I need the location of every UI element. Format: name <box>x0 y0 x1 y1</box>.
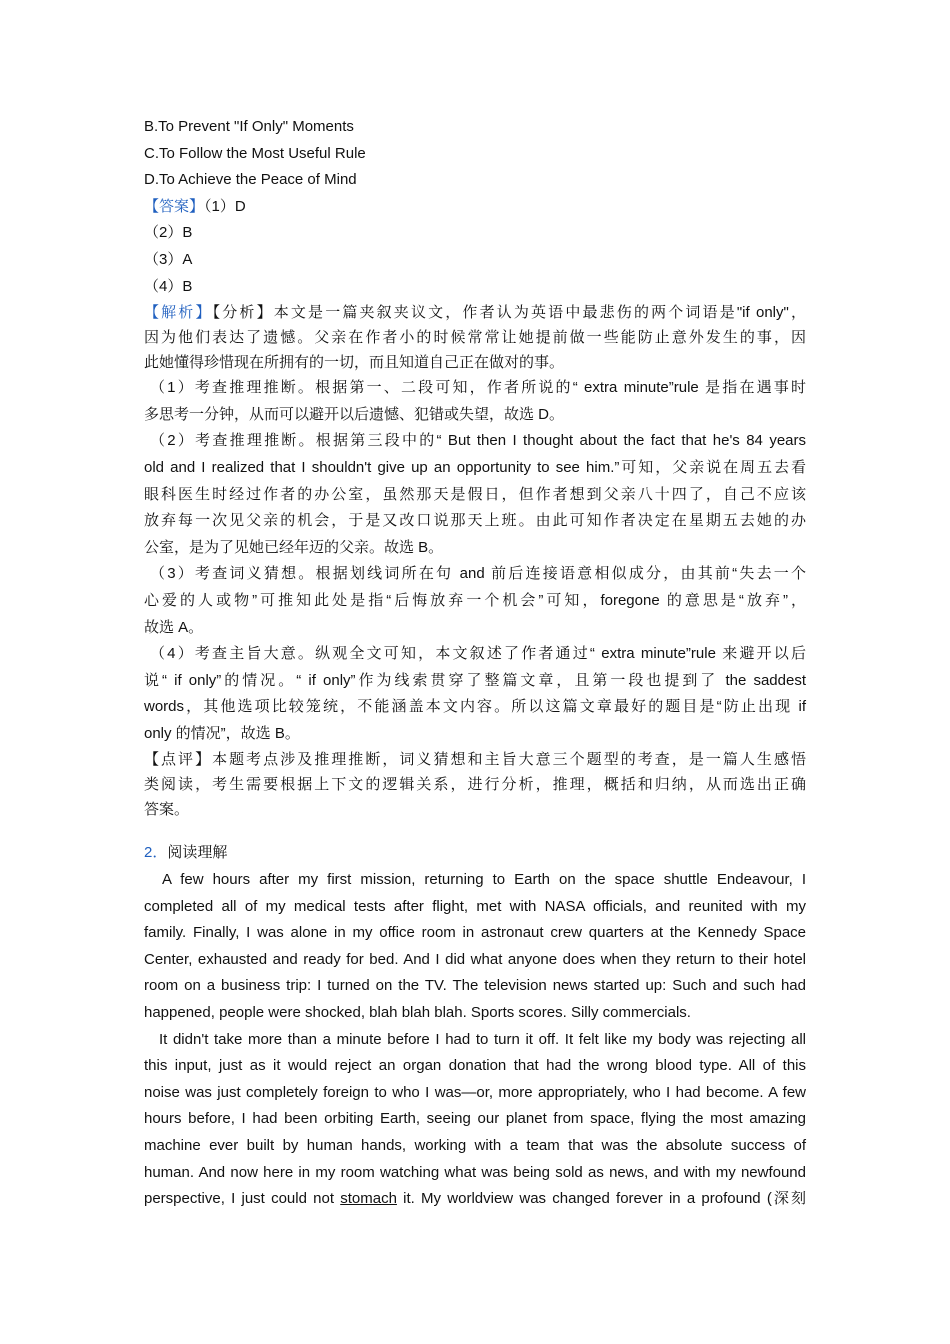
passage-line: hours before, I had been orbiting Earth, seeing our planet from space, flying the most amazing <box>144 1110 806 1128</box>
passage-line: machine ever built by human hands, working with a team that was the absolute success of <box>144 1137 806 1154</box>
answer-1: （1）D <box>204 197 246 215</box>
analysis-q4-line: words，其他选项比较笼统，不能涵盖本文内容。所以这篇文章最好的题目是“防止出现 if <box>144 698 806 716</box>
analysis-line <box>144 300 806 325</box>
underlined-word: stomach <box>340 1190 397 1208</box>
section-number: 2． <box>144 844 168 862</box>
analysis-q4-line: only 的情况”，故选 B。 <box>144 724 300 742</box>
comment-line: 类阅读，考生需要根据上下文的逻辑关系，进行分析，推理，概括和归纳，从而选出正确 <box>144 776 806 794</box>
passage-line: human. And now here in my room watching what was being sold as news, and with my newfound <box>144 1163 806 1181</box>
analysis-q3-line: 故选 A。 <box>144 618 204 636</box>
analysis-q4-line: （4）考查主旨大意。纵观全文可知，本文叙述了作者通过“ extra minute”rule 来避开以后 <box>150 645 806 663</box>
answer-3: （3）A <box>144 250 193 268</box>
analysis-q2-line: （2）考查推理推断。根据第三段中的“ But then I thought about the fact that he's 84 years <box>150 432 806 450</box>
document-page <box>144 114 806 1213</box>
passage-line <box>144 1186 806 1213</box>
passage-line: Center, exhausted and ready for bed. And I did what anyone does when they return to their hotel <box>144 950 806 968</box>
analysis-tag: 【解析】 <box>144 304 213 322</box>
analysis-q2-line: 公室，是为了见她已经年迈的父亲。故选 B。 <box>144 538 444 556</box>
passage-text: it. My worldview was changed forever in a profound (深刻 <box>396 1190 806 1208</box>
analysis-intro-line: 此她懂得珍惜现在所拥有的一切，而且知道自己正在做对的事。 <box>144 354 565 372</box>
analysis-q4-line: 说“ if only”的情况。“ if only”作为线索贯穿了整篇文章，且第一段也提到了 the saddest <box>144 671 806 689</box>
analysis-q3-line: 心爱的人或物”可推知此处是指“后悔放弃一个机会”可知，foregone 的意思是“放弃”， <box>144 591 806 609</box>
answer-2: （2）B <box>144 224 193 242</box>
analysis-q2-line: 放弃每一次见父亲的机会，于是又改口说那天上班。由此可知作者决定在星期五去她的办 <box>144 512 806 530</box>
option-b: B.To Prevent "If Only" Moments <box>144 118 354 135</box>
comment-line: 答案。 <box>144 801 190 819</box>
comment-line: 【点评】本题考点涉及推理推断，词义猜想和主旨大意三个题型的考查，是一篇人生感悟 <box>144 751 806 769</box>
passage-line: this input, just as it would reject an organ donation that had the wrong blood type. All of this <box>144 1057 806 1075</box>
passage-line: A few hours after my first mission, returning to Earth on the space shuttle Endeavour, I <box>162 871 806 889</box>
analysis-q2-line: old and I realized that I shouldn't give up an opportunity to see him.”可知，父亲说在周五去看 <box>144 458 806 476</box>
analysis-q3-line: （3）考查词义猜想。根据划线词所在句 and 前后连接语意相似成分，由其前“失去一个 <box>150 565 806 583</box>
option-d: D.To Achieve the Peace of Mind <box>144 171 357 189</box>
passage-line: family. Finally, I was alone in my office room in astronaut crew quarters at the Kennedy Space <box>144 924 806 942</box>
analysis-q2-line: 眼科医生时经过作者的办公室，虽然那天是假日，但作者想到父亲八十四了，自己不应该 <box>144 485 806 503</box>
answer-line <box>144 194 806 221</box>
option-c: C.To Follow the Most Useful Rule <box>144 144 366 162</box>
passage-line: room on a business trip: I turned on the TV. The television news started up: Such and such had <box>144 977 806 995</box>
passage-line: noise was just completely foreign to who I was—or, more appropriately, who I had become. A few <box>144 1083 806 1101</box>
answer-4: （4）B <box>144 277 193 295</box>
passage-line: happened, people were shocked, blah blah blah. Sports scores. Silly commercials. <box>144 1004 691 1022</box>
analysis-intro: 【分析】本文是一篇夹叙夹议文，作者认为英语中最悲伤的两个词语是"if only"， <box>212 304 806 322</box>
answer-tag: 【答案】 <box>144 197 205 215</box>
section-heading <box>144 840 806 867</box>
section-title: 阅读理解 <box>167 844 228 862</box>
analysis-q1-line: （1）考查推理推断。根据第一、二段可知，作者所说的“ extra minute”rule 是指在遇事时 <box>150 379 806 397</box>
passage-line: It didn't take more than a minute before I had to turn it off. It felt like my body was rejecting all <box>159 1030 806 1048</box>
passage-text: perspective, I just could not <box>144 1190 341 1208</box>
passage-line: completed all of my medical tests after flight, met with NASA officials, and reunited with my <box>144 897 806 915</box>
analysis-q1-line: 多思考一分钟，从而可以避开以后遗憾、犯错或失望，故选 D。 <box>144 405 565 423</box>
analysis-intro-line: 因为他们表达了遗憾。父亲在作者小的时候常常让她提前做一些能防止意外发生的事，因 <box>144 329 806 347</box>
